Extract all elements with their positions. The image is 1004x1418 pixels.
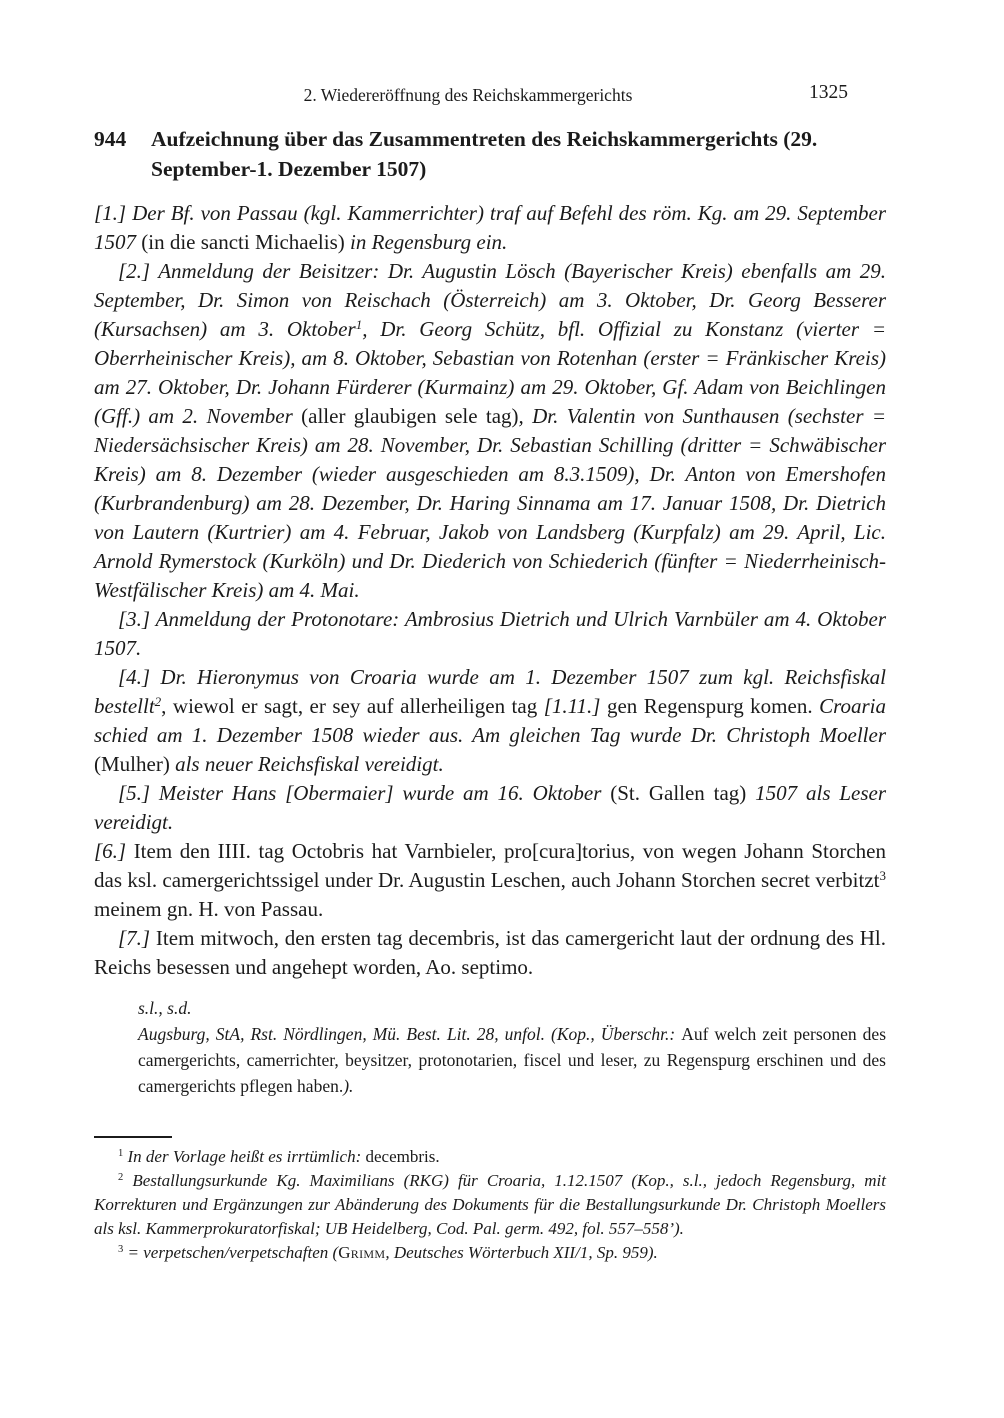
source-line (138, 1021, 886, 1099)
footnote (94, 1145, 886, 1169)
text-run: 2 (118, 1172, 124, 1184)
text-run: (aller glaubigen sele tag) (301, 404, 519, 428)
footnotes-list (94, 1145, 886, 1265)
text-run: meinem gn. H. von Passau. (94, 897, 324, 921)
text-run: 3 (118, 1244, 124, 1256)
text-run: Auf welch zeit personen des camergerichts, camerrichter, beysitzer, protonotarien, fiscel und leser, zu Regenspurg erschinen und des camergerichts pflegen haben. (138, 1024, 887, 1096)
footnote (94, 1169, 886, 1241)
paragraph (94, 779, 886, 837)
text-run: ). (343, 1076, 354, 1096)
body-paragraphs (94, 199, 886, 982)
document-number: 944 (94, 127, 127, 151)
text-run: (in die sancti Michaelis) (141, 230, 351, 254)
text-run: [2.] Anmeldung der Beisitzer: Dr. Augustin Lösch (Bayerischer Kreis) ebenfalls am 29. September, Dr. Simon von Reischach (Österreich) am 3. Oktober, Dr. Georg Besserer (Kursachsen) am 3. Oktober (94, 259, 886, 341)
text-run: Item den IIII. tag Octobris hat Varnbieler, pro[cura]torius, von wegen Johann Storchen das ksl. camergerichtssigel under Dr. Augustin Leschen, auch Johann Storchen secret verbitzt (94, 839, 886, 892)
text-run: [4.] Dr. Hieronymus von Croaria wurde am 1. Dezember 1507 zum kgl. Reichsfiskal bestellt (94, 665, 886, 718)
document-title: Aufzeichnung über das Zusammentreten des Reichskammergerichts (29. September-1. Dezember 1507) (151, 127, 818, 181)
running-header (94, 84, 886, 108)
text-run: decembris. (365, 1147, 440, 1166)
paragraph (94, 837, 886, 924)
section-title: 2. Wiedereröffnung des Reichskammergerichts (303, 85, 633, 105)
text-run: Bestallungsurkunde Kg. Maximilians (RKG) für Croaria, 1.12.1507 (Kop., s.l., jedoch Regensburg, mit Korrekturen und Ergänzungen zur Abänderung des Dokuments für die Bestallungsurkunde Dr. Christoph Moellers als ksl. Kammerprokuratorfiskal; UB Heidelberg, Cod. Pal. germ. 492, fol. 557–558’). (94, 1171, 886, 1238)
source-line (138, 995, 886, 1021)
text-run: Grimm (338, 1243, 386, 1262)
text-run: in Regensburg ein. (350, 230, 508, 254)
text-run: 1 (355, 316, 363, 332)
footnote (94, 1241, 886, 1265)
text-run: , Dr. Valentin von Sunthausen (sechster = Niedersächsischer Kreis) am 28. November, Dr. Sebastian Schilling (dritter = Schwäbischer Kreis) am 8. Dezember (wieder ausgeschieden am 8.3.1509), Dr. Anton von Emershofen (Kurbrandenburg) am 28. Dezember, Dr. Haring Sinnama am 17. Januar 1508, Dr. Dietrich von Lautern (Kurtrier) am 4. Februar, Jakob von Landsberg (Kurpfalz) am 29. April, Lic. Arnold Rymerstock (Kurköln) und Dr. Diederich von Schiederich (fünfter = Niederrheinisch-Westfälischer Kreis) am 4. Mai. (94, 404, 887, 602)
text-run: s.l., s.d. (138, 998, 192, 1018)
text-run: [1.11.] (543, 694, 607, 718)
text-run: , Dr. Georg Schütz, bfl. Offizial zu Konstanz (vierter = Oberrheinischer Kreis), am 8. Oktober, Sebastian von Rotenhan (erster = Fränkischer Kreis) am 27. Oktober, Dr. Johann Fürderer (Kurmainz) am 29. Oktober, Gf. Adam von Beichlingen (Gff.) am 2. November (94, 317, 886, 428)
text-run: 2 (154, 693, 162, 709)
text-run: [7.] (118, 926, 156, 950)
text-run: = verpetschen/verpetschaften ( (123, 1243, 339, 1262)
paragraph (94, 199, 886, 257)
text-run: (St. Gallen tag) (610, 781, 756, 805)
text-run: , Deutsches Wörterbuch XII/1, Sp. 959). (385, 1243, 658, 1262)
text-run: Augsburg, StA, Rst. Nördlingen, Mü. Best. Lit. 28, unfol. (Kop., Überschr.: (138, 1024, 682, 1044)
text-run: , wiewol er sagt, er sey auf allerheiligen tag (161, 694, 544, 718)
page-number: 1325 (809, 82, 848, 103)
text-run: (Mulher) (94, 752, 176, 776)
text-run: 1 (118, 1148, 124, 1160)
document-heading (94, 124, 886, 184)
text-run: 1507 als Leser vereidigt. (94, 781, 886, 834)
text-run: Croaria schied am 1. Dezember 1508 wieder aus. Am gleichen Tag wurde Dr. Christoph Moeller (94, 694, 886, 747)
text-run: In der Vorlage heißt es irrtümlich: (123, 1147, 366, 1166)
text-run: [5.] Meister Hans [Obermaier] wurde am 16. Oktober (118, 781, 611, 805)
footnotes-section (94, 1136, 886, 1265)
text-run: [6.] (94, 839, 134, 863)
source-block (138, 995, 886, 1099)
paragraph (94, 924, 886, 982)
paragraph (94, 663, 886, 779)
text-run: [1.] Der Bf. von Passau (kgl. Kammerrichter) traf auf Befehl des röm. Kg. am 29. September 1507 (94, 201, 886, 254)
page-content (94, 84, 886, 1099)
text-run: Item mitwoch, den ersten tag decembris, ist das camergericht laut der ordnung des Hl. Reichs besessen und angehept worden, Ao. septimo. (94, 926, 886, 979)
footnote-separator (94, 1136, 172, 1138)
text-run: gen Regenspurg komen. (606, 694, 820, 718)
paragraph (94, 605, 886, 663)
text-run: als neuer Reichsfiskal vereidigt. (175, 752, 444, 776)
paragraph (94, 257, 886, 605)
text-run: 3 (879, 867, 886, 883)
text-run: [3.] Anmeldung der Protonotare: Ambrosius Dietrich und Ulrich Varnbüler am 4. Oktober 1507. (94, 607, 886, 660)
